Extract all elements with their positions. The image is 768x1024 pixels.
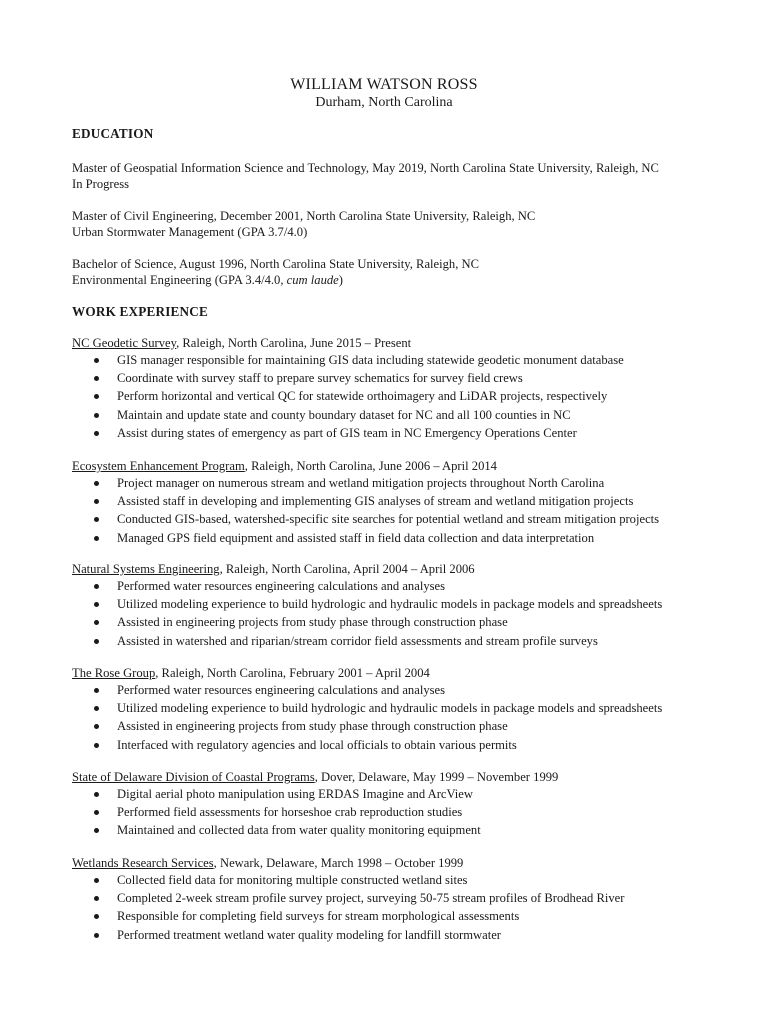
bullet-icon [94,914,99,919]
duty-list-item [72,351,624,369]
job-location-dates: , Raleigh, North Carolina, June 2015 – Present [176,336,412,350]
duty-list-item [72,369,624,387]
duty-text: Perform horizontal and vertical QC for statewide orthoimagery and LiDAR projects, respectively [117,389,608,404]
bullet-icon [94,358,99,363]
job-location-dates: , Raleigh, North Carolina, April 2004 – April 2006 [219,562,475,576]
education-entry-2-line2: Urban Stormwater Management (GPA 3.7/4.0) [72,225,308,239]
bullet-icon [94,394,99,399]
duty-list-item [72,699,662,717]
bullet-icon [94,724,99,729]
duty-text: Completed 2-week stream profile survey project, surveying 50-75 stream profiles of Brodhead River [117,891,625,906]
bullet-icon [94,792,99,797]
education-entry-1-line2: In Progress [72,177,130,191]
duty-text: Performed field assessments for horseshoe crab reproduction studies [117,805,463,820]
job-duties-list [72,474,659,547]
duty-text: Managed GPS field equipment and assisted staff in field data collection and data interpretation [117,530,595,545]
job-duties-list [72,871,624,944]
bullet-icon [94,743,99,748]
job-location-dates: , Newark, Delaware, March 1998 – October 1999 [213,856,464,870]
duty-text: Project manager on numerous stream and wetland mitigation projects throughout North Carolina [117,476,605,490]
duty-list-item [72,926,624,944]
job-duties-list [72,785,481,840]
job-title-line [72,561,475,577]
job-title-line [72,335,411,351]
bullet-icon [94,896,99,901]
duty-text: Collected field data for monitoring multiple constructed wetland sites [117,873,468,887]
duty-list-item [72,406,624,424]
duty-text: Conducted GIS-based, watershed-specific site searches for potential wetland and stream mitigation projects [117,512,660,527]
bullet-icon [94,878,99,883]
education-entry-2-line1: Master of Civil Engineering, December 2001, North Carolina State University, Raleigh, NC [72,209,536,223]
employer-name: State of Delaware Division of Coastal Programs [72,770,315,784]
job-title-line [72,665,430,681]
bullet-icon [94,413,99,418]
bullet-icon [94,481,99,486]
education-entry-1-line1: Master of Geospatial Information Science and Technology, May 2019, North Carolina State University, Raleigh, NC [72,161,659,175]
duty-list-item [72,681,662,699]
duty-text: Utilized modeling experience to build hydrologic and hydraulic models in package models and spreadsheets [117,597,663,612]
duty-text: Performed water resources engineering calculations and analyses [117,683,446,697]
honors-text: cum laude [286,273,339,287]
duty-list-item [72,474,659,492]
job-duties-list [72,351,624,442]
duty-list-item [72,803,481,821]
employer-name: The Rose Group [72,666,156,680]
bullet-icon [94,376,99,381]
duty-list-item [72,907,624,925]
job-duties-list [72,577,662,650]
job-title-line [72,458,497,474]
bullet-icon [94,688,99,693]
duty-list-item [72,717,662,735]
job-title-line [72,769,558,785]
education-entry-3-line1: Bachelor of Science, August 1996, North Carolina State University, Raleigh, NC [72,257,480,271]
bullet-icon [94,706,99,711]
duty-text: Assisted in engineering projects from study phase through construction phase [117,719,508,734]
duty-text: Coordinate with survey staff to prepare survey schematics for survey field crews [117,371,523,386]
employer-name: Wetlands Research Services [72,856,214,870]
duty-list-item [72,424,624,442]
duty-text: Interfaced with regulatory agencies and local officials to obtain various permits [117,737,517,752]
duty-text: Assisted in watershed and riparian/stream corridor field assessments and stream profile surveys [117,633,598,648]
duty-text: Performed water resources engineering calculations and analyses [117,579,446,593]
bullet-icon [94,602,99,607]
duty-list-item [72,632,662,650]
bullet-icon [94,499,99,504]
duty-list-item [72,889,624,907]
bullet-icon [94,933,99,938]
education-heading: EDUCATION [72,126,154,141]
job-duties-list [72,681,662,754]
bullet-icon [94,584,99,589]
bullet-icon [94,828,99,833]
employer-name: NC Geodetic Survey [72,336,177,350]
bullet-icon [94,639,99,644]
duty-text: GIS manager responsible for maintaining GIS data including statewide geodetic monument database [117,353,624,367]
education-entry-3-line2 [72,272,343,288]
duty-list-item [72,595,662,613]
bullet-icon [94,431,99,436]
duty-text: Maintained and collected data from water quality monitoring equipment [117,823,481,838]
duty-list-item [72,492,659,510]
duty-text: Assisted in engineering projects from study phase through construction phase [117,615,508,630]
duty-list-item [72,577,662,595]
duty-list-item [72,510,659,528]
bullet-icon [94,620,99,625]
bullet-icon [94,810,99,815]
duty-text: Responsible for completing field surveys for stream morphological assessments [117,909,520,924]
employer-name: Natural Systems Engineering [72,562,220,576]
bullet-icon [94,536,99,541]
duty-text: Utilized modeling experience to build hydrologic and hydraulic models in package models and spreadsheets [117,701,663,716]
duty-text: Maintain and update state and county boundary dataset for NC and all 100 counties in NC [117,407,571,422]
duty-list-item [72,613,662,631]
employer-name: Ecosystem Enhancement Program [72,459,245,473]
degree-field-close: ) [338,273,343,287]
bullet-icon [94,517,99,522]
duty-list-item [72,785,481,803]
candidate-location: Durham, North Carolina [315,95,453,110]
degree-field-text: Environmental Engineering (GPA 3.4/4.0, [72,273,287,287]
candidate-name: WILLIAM WATSON ROSS [290,76,478,93]
duty-list-item [72,736,662,754]
work-experience-heading: WORK EXPERIENCE [72,304,208,319]
job-title-line [72,855,463,871]
duty-text: Digital aerial photo manipulation using ERDAS Imagine and ArcView [117,787,473,801]
duty-list-item [72,387,624,405]
job-location-dates: , Dover, Delaware, May 1999 – November 1999 [314,770,559,784]
duty-text: Assisted staff in developing and implementing GIS analyses of stream and wetland mitigation projects [117,494,634,509]
duty-text: Performed treatment wetland water quality modeling for landfill stormwater [117,927,501,942]
duty-list-item [72,871,624,889]
job-location-dates: , Raleigh, North Carolina, February 2001 – April 2004 [155,666,430,680]
job-location-dates: , Raleigh, North Carolina, June 2006 – April 2014 [244,459,497,473]
duty-list-item [72,529,659,547]
duty-list-item [72,821,481,839]
duty-text: Assist during states of emergency as part of GIS team in NC Emergency Operations Center [117,425,577,440]
